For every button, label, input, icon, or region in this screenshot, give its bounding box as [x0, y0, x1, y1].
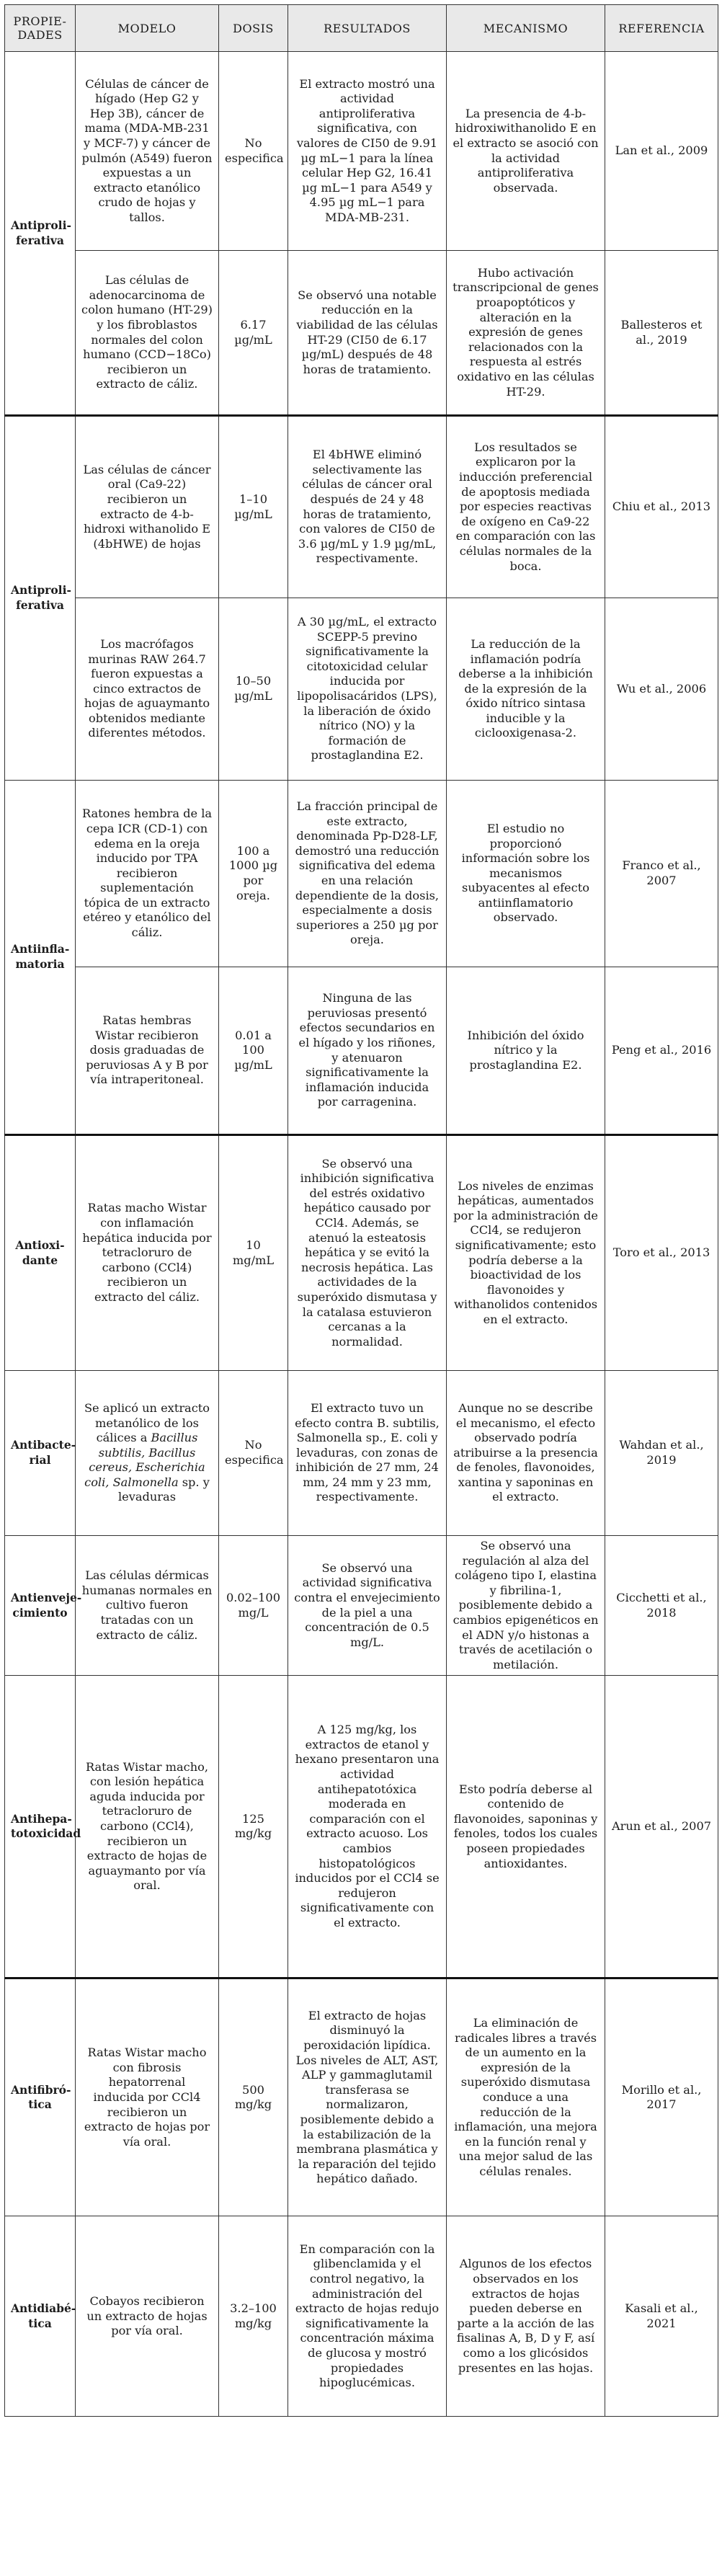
table-row — [5, 1676, 718, 1978]
dose-cell: 6.17 µg/mL — [219, 251, 288, 416]
results-cell: A 125 mg/kg, los extractos de etanol y hexano presentaron una actividad antihepatotóxica moderada en comparación con el extracto acuoso. Los cambios histopatológicos inducidos por el CCl4 se redujeron significativamente con el extracto. — [288, 1676, 447, 1978]
header-label: PROPIE- DADES — [13, 14, 67, 42]
table-row — [5, 967, 718, 1135]
model-cell: Ratas macho Wistar con inflamación hepática inducida por tetracloruro de carbono (CCl4) recibieron un extracto del cáliz. — [76, 1135, 219, 1371]
model-cell: Cobayos recibieron un extracto de hojas por vía oral. — [76, 2216, 219, 2417]
mechanism-cell: Los niveles de enzimas hepáticas, aumentados por la administración de CCl4, se redujeron significativamente; esto podría deberse a la bioactividad de los flavonoides y withanolidos contenidos en el extracto. — [447, 1135, 605, 1371]
property-label: Antioxi- dante — [15, 1238, 65, 1267]
reference-cell: Morillo et al., 2017 — [605, 1978, 718, 2216]
dose-cell: 10 mg/mL — [219, 1135, 288, 1371]
reference-cell: Ballesteros et al., 2019 — [605, 251, 718, 416]
model-cell: Células de cáncer de hígado (Hep G2 y Hep 3B), cáncer de mama (MDA-MB-231 y MCF-7) y cáncer de pulmón (A549) fueron expuestas a un extracto etanólico crudo de hojas y tallos. — [76, 52, 219, 251]
header-label: DOSIS — [233, 21, 274, 35]
results-cell: En comparación con la glibenclamida y el control negativo, la administración del extracto de hojas redujo significativamente la concentración máxima de glucosa y mostró propiedades hipoglucémicas. — [288, 2216, 447, 2417]
property-cell — [5, 1536, 82, 1676]
property-cell — [5, 2216, 76, 2417]
mechanism-cell: El estudio no proporcionó información sobre los mecanismos subyacentes al efecto antiinflamatorio observado. — [447, 781, 605, 967]
model-bacteria-names: Bacillus subtilis, Bacillus cereus, Escherichia coli, Salmonella — [84, 1431, 205, 1489]
model-cell: Las células de adenocarcinoma de colon humano (HT-29) y los fibroblastos normales del colon humano (CCD−18Co) recibieron un extracto de cáliz. — [76, 251, 219, 416]
reference-cell: Toro et al., 2013 — [605, 1135, 718, 1371]
dose-cell: 500 mg/kg — [219, 1978, 288, 2216]
property-cell — [5, 1135, 76, 1371]
header-resultados — [288, 5, 447, 52]
property-cell — [5, 1371, 76, 1536]
results-cell: A 30 µg/mL, el extracto SCEPP-5 previno significativamente la citotoxicidad celular inducida por lipopolisacáridos (LPS), la liberación de óxido nítrico (NO) y la formación de prostaglandina E2. — [288, 598, 447, 781]
results-cell: El extracto mostró una actividad antiproliferativa significativa, con valores de CI50 de 9.91 µg mL−1 para la línea celular Hep G2, 16.41 µg mL−1 para A549 y 4.95 µg mL−1 para MDA-MB-231. — [288, 52, 447, 251]
model-cell: Las células dérmicas humanas normales en cultivo fueron tratadas con un extracto de cáliz. — [76, 1536, 219, 1676]
model-text: sp. y levaduras — [117, 1475, 210, 1504]
header-label: REFERENCIA — [618, 21, 705, 35]
results-cell: Se observó una inhibición significativa del estrés oxidativo hepático causado por CCl4. Además, se atenuó la esteatosis hepática y se evitó la necrosis hepática. Las actividades de la superóxido dismutasa y la catalasa estuvieron cercanas a la normalidad. — [288, 1135, 447, 1371]
property-cell — [5, 1676, 81, 1978]
reference-cell: Lan et al., 2009 — [605, 52, 718, 251]
reference-cell: Chiu et al., 2013 — [605, 416, 718, 598]
table-row — [5, 1536, 718, 1676]
results-cell: Se observó una actividad significativa contra el envejecimiento de la piel a una concentración de 0.5 mg/L. — [288, 1536, 447, 1676]
model-cell: Ratas Wistar macho con fibrosis hepatorrenal inducida por CCl4 recibieron un extracto de hojas por vía oral. — [76, 1978, 219, 2216]
results-cell: El 4bHWE eliminó selectivamente las células de cáncer oral después de 24 y 48 horas de tratamiento, con valores de CI50 de 3.6 µg/mL y 1.9 µg/mL, respectivamente. — [288, 416, 447, 598]
model-cell — [76, 1371, 219, 1536]
property-cell — [5, 416, 76, 781]
property-cell — [5, 52, 76, 416]
model-cell: Ratas Wistar macho, con lesión hepática aguda inducida por tetracloruro de carbono (CCl4), recibieron un extracto de hojas de aguaymanto por vía oral. — [76, 1676, 219, 1978]
results-cell: El extracto de hojas disminuyó la peroxidación lipídica. Los niveles de ALT, AST, ALP y gammaglutamil transferasa se normalizaron, posiblemente debido a la estabilización de la membrana plasmática y la reparación del tejido hepático dañado. — [288, 1978, 447, 2216]
property-label: Antifibró- tica — [11, 2082, 71, 2112]
properties-table — [4, 4, 718, 2417]
table-row — [5, 52, 718, 251]
dose-cell: 125 mg/kg — [219, 1676, 288, 1978]
header-row — [5, 5, 718, 52]
property-label: Antiinfla- matoria — [11, 942, 70, 971]
model-cell: Ratas hembras Wistar recibieron dosis graduadas de peruviosas A y B por vía intraperitoneal. — [76, 967, 219, 1135]
table-row — [5, 1978, 718, 2216]
property-label: Antihepa- totoxicidad — [11, 1811, 81, 1841]
mechanism-cell: La reducción de la inflamación podría deberse a la inhibición de la expresión de la óxido nítrico sintasa inducible y la ciclooxigenasa-2. — [447, 598, 605, 781]
mechanism-cell: La eliminación de radicales libres a través de un aumento en la expresión de la superóxido dismutasa conduce a una reducción de la inflamación, una mejora en la función renal y una mejor salud de las células renales. — [447, 1978, 605, 2216]
property-label: Antibacte- rial — [11, 1438, 76, 1467]
mechanism-cell: Los resultados se explicaron por la inducción preferencial de apoptosis mediada por especies reactivas de oxígeno en Ca9-22 en comparación con las células normales de la boca. — [447, 416, 605, 598]
mechanism-cell: Aunque no se describe el mecanismo, el efecto observado podría atribuirse a la presencia de fenoles, flavonoides, xantina y saponinas en el extracto. — [447, 1371, 605, 1536]
mechanism-cell: Algunos de los efectos observados en los extractos de hojas pueden deberse en parte a la acción de las fisalinas A, B, D y F, así como a los glicósidos presentes en las hojas. — [447, 2216, 605, 2417]
table-row — [5, 781, 718, 967]
mechanism-cell: Inhibición del óxido nítrico y la prostaglandina E2. — [447, 967, 605, 1135]
table-row — [5, 598, 718, 781]
header-label: MODELO — [117, 21, 177, 35]
property-cell — [5, 781, 76, 1135]
table-row — [5, 2216, 718, 2417]
mechanism-cell: Esto podría deberse al contenido de flavonoides, saponinas y fenoles, todos los cuales poseen propiedades antioxidantes. — [447, 1676, 605, 1978]
reference-cell: Wahdan et al., 2019 — [605, 1371, 718, 1536]
property-label: Antienveje- cimiento — [11, 1591, 82, 1620]
table-row — [5, 1371, 718, 1536]
header-propiedades — [5, 5, 76, 52]
model-text: Se aplicó un extracto metanólico de los cálices a — [84, 1400, 210, 1445]
results-cell: El extracto tuvo un efecto contra B. subtilis, Salmonella sp., E. coli y levaduras, con zonas de inhibición de 27 mm, 24 mm, 24 mm y 23 mm, respectivamente. — [288, 1371, 447, 1536]
property-label: Antiproli- ferativa — [11, 218, 71, 247]
reference-cell: Wu et al., 2006 — [605, 598, 718, 781]
header-dosis — [219, 5, 288, 52]
mechanism-cell: La presencia de 4-b-hidroxiwithanolido E en el extracto se asoció con la actividad antiproliferativa observada. — [447, 52, 605, 251]
property-cell — [5, 1978, 76, 2216]
table-body — [5, 52, 718, 2417]
dose-cell: 0.02–100 mg/L — [219, 1536, 288, 1676]
table-row — [5, 1135, 718, 1371]
results-cell: Ninguna de las peruviosas presentó efectos secundarios en el hígado y los riñones, y atenuaron significativamente la inflamación inducida por carragenina. — [288, 967, 447, 1135]
table-row — [5, 416, 718, 598]
results-cell: La fracción principal de este extracto, denominada Pp-D28-LF, demostró una reducción significativa del edema en una relación dependiente de la dosis, especialmente a dosis superiores a 250 µg por oreja. — [288, 781, 447, 967]
header-mecanismo — [447, 5, 605, 52]
property-label: Antidiabé- tica — [11, 2301, 76, 2330]
dose-cell: No especifica — [219, 1371, 288, 1536]
header-referencia — [605, 5, 718, 52]
property-label: Antiproli- ferativa — [11, 583, 71, 612]
dose-cell: No especifica — [219, 52, 288, 251]
table-header — [5, 5, 718, 52]
header-modelo — [76, 5, 219, 52]
results-cell: Se observó una notable reducción en la viabilidad de las células HT-29 (CI50 de 6.17 µg/mL) después de 48 horas de tratamiento. — [288, 251, 447, 416]
mechanism-cell: Hubo activación transcripcional de genes proapoptóticos y alteración en la expresión de genes relacionados con la respuesta al estrés oxidativo en las células HT-29. — [447, 251, 605, 416]
dose-cell: 0.01 a 100 µg/mL — [219, 967, 288, 1135]
reference-cell: Franco et al., 2007 — [605, 781, 718, 967]
reference-cell: Arun et al., 2007 — [605, 1676, 718, 1978]
model-cell: Ratones hembra de la cepa ICR (CD-1) con edema en la oreja inducido por TPA recibieron suplementación tópica de un extracto etéreo y etanólico del cáliz. — [76, 781, 219, 967]
reference-cell: Cicchetti et al., 2018 — [605, 1536, 718, 1676]
dose-cell: 3.2–100 mg/kg — [219, 2216, 288, 2417]
reference-cell: Kasali et al., 2021 — [605, 2216, 718, 2417]
dose-cell: 100 a 1000 µg por oreja. — [219, 781, 288, 967]
dose-cell: 10–50 µg/mL — [219, 598, 288, 781]
table-row — [5, 251, 718, 416]
dose-cell: 1–10 µg/mL — [219, 416, 288, 598]
reference-cell: Peng et al., 2016 — [605, 967, 718, 1135]
model-cell: Las células de cáncer oral (Ca9-22) recibieron un extracto de 4-b-hidroxi withanolido E (4bHWE) de hojas — [76, 416, 219, 598]
model-cell: Los macrófagos murinas RAW 264.7 fueron expuestas a cinco extractos de hojas de aguaymanto obtenidos mediante diferentes métodos. — [76, 598, 219, 781]
header-label: RESULTADOS — [324, 21, 411, 35]
mechanism-cell: Se observó una regulación al alza del colágeno tipo I, elastina y fibrilina-1, posiblemente debido a cambios epigenéticos en el ADN y/o histonas a través de acetilación o metilación. — [447, 1536, 605, 1676]
header-label: MECANISMO — [483, 21, 569, 35]
